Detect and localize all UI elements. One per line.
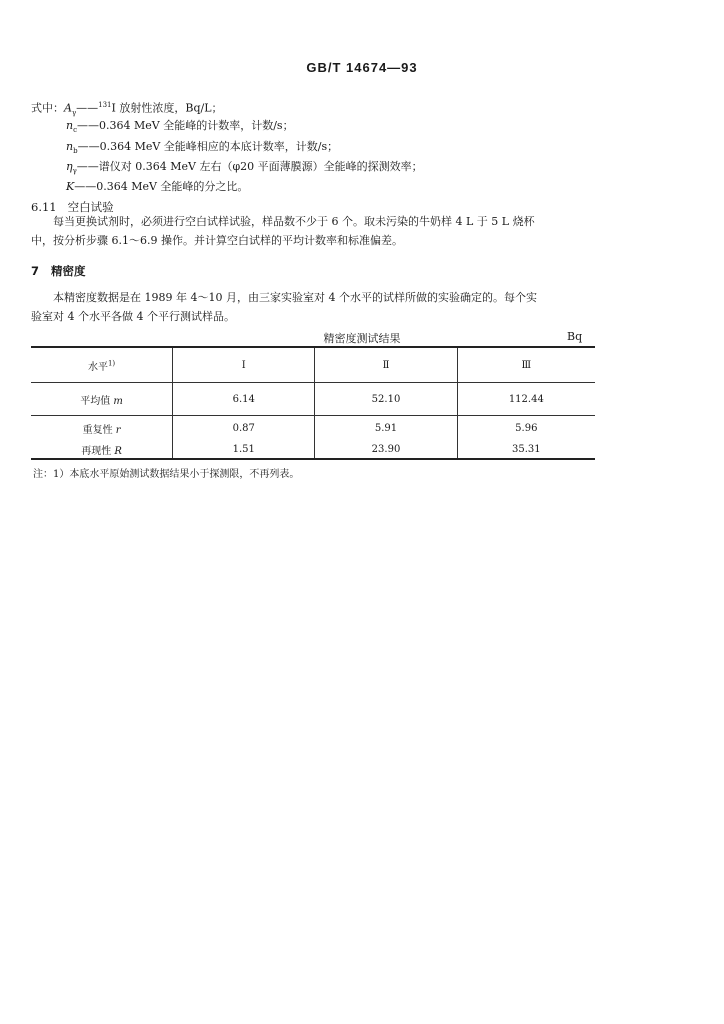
formula-def-3 (66, 140, 338, 158)
section-number: 7 (31, 264, 40, 278)
def-subscript: γ (72, 167, 77, 176)
def-text: 0.364 MeV 全能峰的计数率，计数/s； (99, 119, 294, 132)
table-header-row (31, 347, 595, 383)
table-caption: 精密度测试结果 (323, 332, 401, 345)
def-symbol: n (66, 140, 74, 153)
paragraph-line: 验室对 4 个水平各做 4 个平行测试样品。 (31, 310, 235, 323)
def-superscript: 131 (98, 101, 112, 109)
header-level-2: Ⅱ (315, 347, 457, 383)
def-symbol: η (66, 160, 73, 173)
header-level-label: 水平$^{1)}$ (31, 347, 173, 383)
def-dash: —— (76, 160, 99, 173)
row-label-mean: 平均值 m (31, 383, 173, 416)
section-6-11-body (31, 212, 597, 250)
formula-def-5 (66, 180, 248, 194)
section-title: 空白试验 (67, 200, 114, 214)
section-7-body (31, 288, 597, 326)
formula-def-4 (66, 160, 423, 178)
section-number: 6.11 (31, 200, 57, 214)
table-cell: 23.90 (315, 440, 457, 459)
table-cell: 6.14 (173, 383, 315, 416)
table-cell: 5.96 (515, 422, 538, 434)
paragraph-line: 中，按分析步骤 6.1～6.9 操作。并计算空白试样的平均计数率和标准偏差。 (31, 234, 403, 247)
table-row (31, 440, 595, 459)
def-text: 0.364 MeV 全能峰相应的本底计数率，计数/s； (99, 140, 339, 153)
table-row (31, 416, 595, 441)
table-cell: 112.44 (457, 383, 595, 416)
paragraph-line: 本精密度数据是在 1989 年 4～10 月，由三家实验室对 4 个水平的试样所做的实验确定的。每个实 (53, 291, 537, 304)
table-cell: 1.51 (173, 440, 315, 459)
formula-def-2 (66, 119, 294, 137)
table-row (31, 383, 595, 416)
table-cell: 0.87 (173, 416, 315, 441)
def-dash: —— (74, 180, 97, 193)
def-symbol: K (66, 180, 75, 193)
table-footnote: 注：1）本底水平原始测试数据结果小于探测限，不再列表。 (33, 469, 300, 480)
section-title: 精密度 (51, 264, 86, 278)
def-subscript: γ (71, 108, 77, 117)
def-subscript: b (73, 147, 78, 156)
section-7-heading (31, 263, 86, 279)
def-text: 0.364 MeV 全能峰的分之比。 (96, 180, 249, 193)
def-symbol: n (66, 119, 74, 132)
row-label-repeatability: 重复性 r (31, 416, 173, 441)
header-level-1: Ⅰ (173, 347, 315, 383)
formula-def-1 (31, 98, 223, 120)
def-text: 谱仪对 0.364 MeV 左右（φ20 平面薄膜源）全能峰的探测效率； (98, 160, 423, 173)
precision-table (31, 346, 595, 460)
def-dash: —— (77, 140, 100, 153)
header-level-3: Ⅲ (457, 347, 595, 383)
table-cell: 35.31 (457, 440, 595, 459)
table-cell: 5.91 (315, 416, 457, 441)
row-label-reproducibility: 再现性 R (31, 440, 173, 459)
def-text: I 放射性浓度，Bq/L； (111, 101, 223, 115)
def-dash: —— (76, 101, 99, 115)
def-subscript: c (73, 126, 78, 135)
page-header-standard-number: GB/T 14674—93 (306, 60, 418, 75)
footnote-ref: 1) (107, 359, 116, 368)
paragraph-line: 每当更换试剂时，必须进行空白试样试验，样品数不少于 6 个。取未污染的牛奶样 4 L 于 5 L 烧杯 (53, 215, 535, 228)
def-dash: —— (77, 119, 100, 132)
formula-intro: 式中： (31, 101, 64, 115)
def-symbol: A (64, 101, 72, 115)
table-cell: 52.10 (315, 383, 457, 416)
table-unit: Bq (567, 330, 583, 343)
